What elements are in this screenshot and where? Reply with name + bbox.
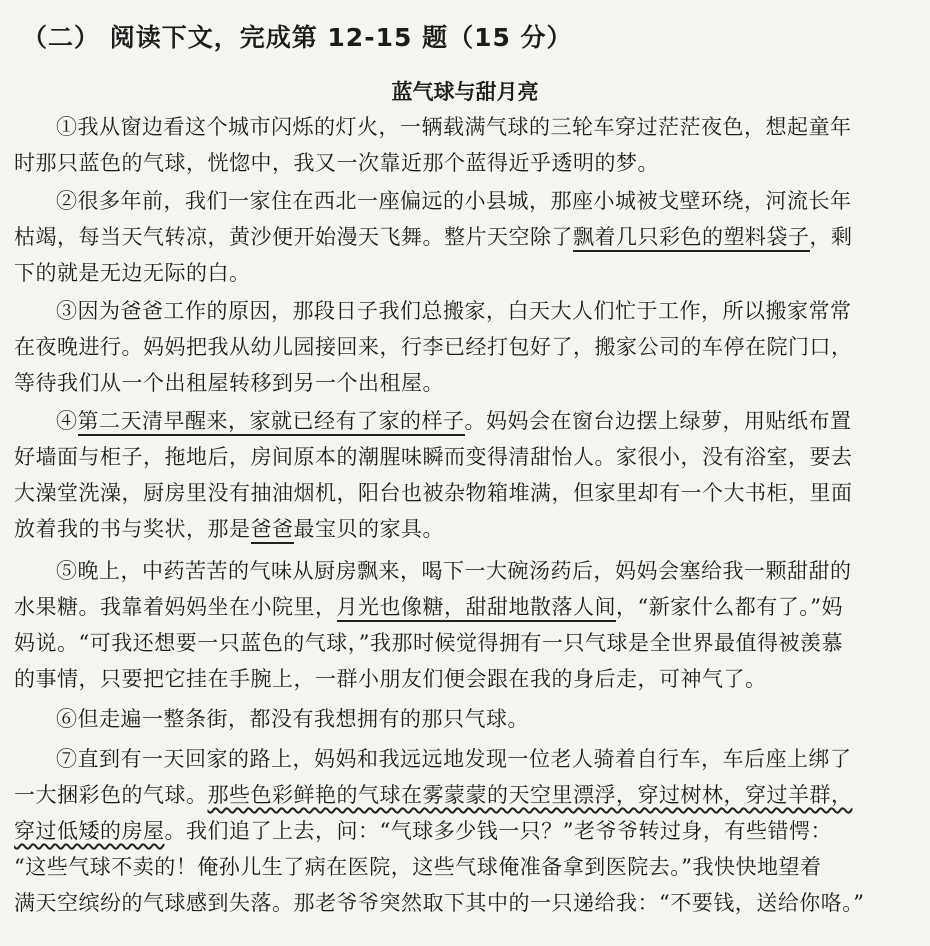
paragraph-1-line-1: ①我从窗边看这个城市闪烁的灯火，一辆载满气球的三轮车穿过茫茫夜色，想起童年 xyxy=(56,115,852,139)
paragraph-4-line-4 xyxy=(14,514,444,544)
wavy-underlined-phrase: 那些色彩鲜艳的气球在雾蒙蒙的天空里漂浮，穿过树林，穿过羊群， xyxy=(207,783,853,807)
text-span: ④ xyxy=(56,409,78,433)
text-span: 水果糖。我靠着妈妈坐在小院里， xyxy=(14,595,337,619)
paragraph-4-line-3: 大澡堂洗澡，厨房里没有抽油烟机，阳台也被杂物箱堆满，但家里却有一个大书柜，里面 xyxy=(14,481,853,505)
paragraph-3-line-2: 在夜晚进行。妈妈把我从幼儿园接回来，行李已经打包好了，搬家公司的车停在院门口， xyxy=(14,335,853,359)
paragraph-3-line-1: ③因为爸爸工作的原因，那段日子我们总搬家，白天大人们忙于工作，所以搬家常常 xyxy=(56,299,852,323)
passage-title: 蓝气球与甜月亮 xyxy=(391,79,539,104)
paragraph-4-line-2: 好墙面与柜子，拖地后，房间原本的潮腥味瞬而变得清甜怡人。家很小，没有浴室，要去 xyxy=(14,445,853,469)
text-span: 。妈妈会在窗台边摆上绿萝，用贴纸布置 xyxy=(464,409,852,433)
text-span: 放着我的书与奖状，那是 xyxy=(14,517,251,541)
paragraph-4-line-1 xyxy=(56,406,852,436)
underlined-phrase: 第二天清早醒来，家就已经有了家的样子 xyxy=(78,409,465,436)
paragraph-2-line-3: 下的就是无边无际的白。 xyxy=(14,261,251,285)
section-heading: （二） 阅读下文，完成第 12-15 题（15 分） xyxy=(22,23,573,52)
paragraph-7-line-3 xyxy=(14,816,832,846)
paragraph-5-line-2 xyxy=(14,592,843,622)
underlined-phrase: 月光也像糖，甜甜地散落人间 xyxy=(337,595,617,622)
text-span: 一大捆彩色的气球。 xyxy=(14,783,208,807)
paragraph-5-line-3: 妈说。“可我还想要一只蓝色的气球，”我那时候觉得拥有一只气球是全世界最值得被羡慕 xyxy=(14,631,843,655)
paragraph-7-line-1: ⑦直到有一天回家的路上，妈妈和我远远地发现一位老人骑着自行车，车后座上绑了 xyxy=(56,747,852,771)
paragraph-2-line-1: ②很多年前，我们一家住在西北一座偏远的小县城，那座小城被戈壁环绕，河流长年 xyxy=(56,189,852,213)
paragraph-5-line-4: 的事情，只要把它挂在手腕上，一群小朋友们便会跟在我的身后走，可神气了。 xyxy=(14,667,767,691)
text-span: 枯竭，每当天气转凉，黄沙便开始漫天飞舞。整片天空除了 xyxy=(14,225,573,249)
underlined-phrase: 爸爸 xyxy=(251,517,294,544)
underlined-phrase: 飘着几只彩色的塑料袋子 xyxy=(573,225,810,252)
paragraph-5-line-1: ⑤晚上，中药苦苦的气味从厨房飘来，喝下一大碗汤药后，妈妈会塞给我一颗甜甜的 xyxy=(56,559,852,583)
text-span: ，“新家什么都有了。”妈 xyxy=(616,595,843,619)
paragraph-1-line-2: 时那只蓝色的气球，恍惚中，我又一次靠近那个蓝得近乎透明的梦。 xyxy=(14,151,659,175)
paragraph-7-line-2 xyxy=(14,780,853,810)
paragraph-7-line-4: “这些气球不卖的！俺孙儿生了病在医院，这些气球俺准备拿到医院去。”我快快地望着 xyxy=(14,855,822,879)
paragraph-2-line-2 xyxy=(14,222,853,252)
wavy-underlined-phrase: 穿过低矮的房屋 xyxy=(14,819,165,843)
paragraph-6-line-1: ⑥但走遍一整条街，都没有我想拥有的那只气球。 xyxy=(56,707,529,731)
text-span: 最宝贝的家具。 xyxy=(293,517,444,541)
paragraph-3-line-3: 等待我们从一个出租屋转移到另一个出租屋。 xyxy=(14,371,444,395)
text-span: 。我们追了上去，问：“气球多少钱一只？”老爷爷转过身，有些错愕： xyxy=(164,819,832,843)
text-span: ，剩 xyxy=(809,225,853,249)
paragraph-7-line-5: 满天空缤纷的气球感到失落。那老爷爷突然取下其中的一只递给我：“不要钱，送给你咯。” xyxy=(14,891,865,915)
